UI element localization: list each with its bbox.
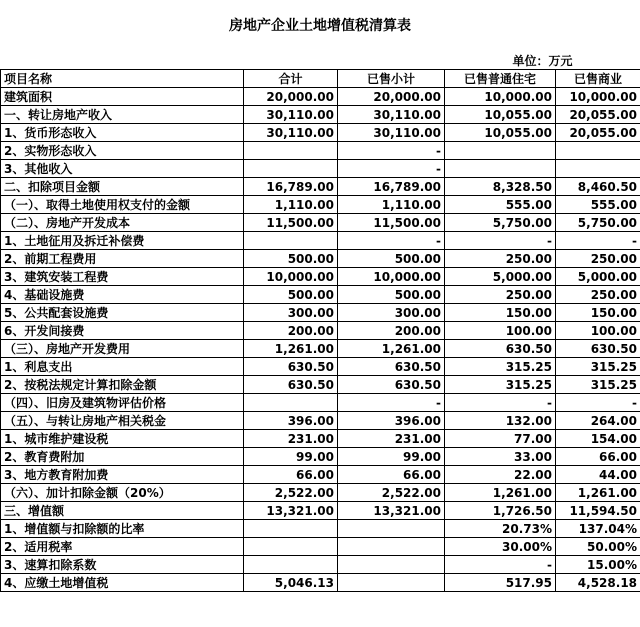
sold-subtotal-cell: 1,110.00 [338,196,445,214]
total-cell: 630.50 [244,358,338,376]
item-name-cell: 1、货币形态收入 [1,124,244,142]
sold-residential-cell: 315.25 [445,376,556,394]
sold-residential-cell: - [445,556,556,574]
total-cell: 10,000.00 [244,268,338,286]
sold-commercial-cell: 630.50 [556,340,640,358]
sold-residential-cell: 630.50 [445,340,556,358]
sold-commercial-cell: 50.00% [556,538,640,556]
sold-residential-cell: 10,055.00 [445,106,556,124]
unit-label: 单位：万元 [445,52,640,70]
sold-residential-cell: 77.00 [445,430,556,448]
total-cell: 500.00 [244,250,338,268]
item-name-cell: （四）、旧房及建筑物评估价格 [1,394,244,412]
sold-commercial-cell: 555.00 [556,196,640,214]
item-name-cell: 4、应缴土地增值税 [1,574,244,592]
sold-commercial-cell: 66.00 [556,448,640,466]
sold-residential-cell [445,142,556,160]
sold-commercial-cell: - [556,232,640,250]
sold-residential-cell: - [445,232,556,250]
total-cell: 500.00 [244,286,338,304]
header-total: 合计 [244,70,338,88]
table-row [1,412,640,430]
table-row [1,88,640,106]
item-name-cell: 3、建筑安装工程费 [1,268,244,286]
table-row [1,574,640,592]
sold-subtotal-cell: - [338,160,445,178]
table-row [1,484,640,502]
table-row [1,358,640,376]
sold-subtotal-cell: 500.00 [338,286,445,304]
header-sold-residential: 已售普通住宅 [445,70,556,88]
sold-commercial-cell: 5,750.00 [556,214,640,232]
sold-subtotal-cell: - [338,142,445,160]
sold-commercial-cell [556,142,640,160]
sold-residential-cell: 100.00 [445,322,556,340]
table-row [1,430,640,448]
sold-commercial-cell: 11,594.50 [556,502,640,520]
sold-residential-cell: 20.73% [445,520,556,538]
total-cell: 99.00 [244,448,338,466]
item-name-cell: 一、转让房地产收入 [1,106,244,124]
settlement-table [0,52,640,592]
sold-residential-cell: 30.00% [445,538,556,556]
sold-commercial-cell: 137.04% [556,520,640,538]
sold-residential-cell: 8,328.50 [445,178,556,196]
sold-subtotal-cell [338,520,445,538]
sold-residential-cell: 250.00 [445,286,556,304]
sold-subtotal-cell: 99.00 [338,448,445,466]
total-cell [244,520,338,538]
item-name-cell: 1、利息支出 [1,358,244,376]
table-row [1,340,640,358]
table-row [1,196,640,214]
sold-commercial-cell: 44.00 [556,466,640,484]
sold-subtotal-cell [338,538,445,556]
item-name-cell: 3、地方教育附加费 [1,466,244,484]
total-cell: 200.00 [244,322,338,340]
sold-residential-cell: 10,055.00 [445,124,556,142]
sold-subtotal-cell: - [338,394,445,412]
sold-commercial-cell: 20,055.00 [556,106,640,124]
item-name-cell: 1、城市维护建设税 [1,430,244,448]
item-name-cell: 3、速算扣除系数 [1,556,244,574]
item-name-cell: （五）、与转让房地产相关税金 [1,412,244,430]
table-row [1,322,640,340]
sold-subtotal-cell: 200.00 [338,322,445,340]
sold-commercial-cell: 1,261.00 [556,484,640,502]
sold-residential-cell: 5,000.00 [445,268,556,286]
header-sold-subtotal: 已售小计 [338,70,445,88]
table-row [1,232,640,250]
sold-subtotal-cell: - [338,232,445,250]
item-name-cell: 1、土地征用及拆迁补偿费 [1,232,244,250]
sold-subtotal-cell: 66.00 [338,466,445,484]
table-row [1,142,640,160]
total-cell: 630.50 [244,376,338,394]
sold-residential-cell: 33.00 [445,448,556,466]
total-cell: 5,046.13 [244,574,338,592]
sold-commercial-cell: 4,528.18 [556,574,640,592]
total-cell: 300.00 [244,304,338,322]
total-cell: 396.00 [244,412,338,430]
item-name-cell: 2、按税法规定计算扣除金额 [1,376,244,394]
table-row [1,448,640,466]
item-name-cell: （一）、取得土地使用权支付的金额 [1,196,244,214]
item-name-cell: 二、扣除项目金额 [1,178,244,196]
sold-commercial-cell: 315.25 [556,358,640,376]
sold-residential-cell [445,160,556,178]
header-item-name: 项目名称 [1,70,244,88]
table-row [1,268,640,286]
table-row [1,556,640,574]
sold-residential-cell: 150.00 [445,304,556,322]
sold-commercial-cell [556,160,640,178]
table-row [1,286,640,304]
sold-commercial-cell: 5,000.00 [556,268,640,286]
total-cell: 30,110.00 [244,124,338,142]
sold-residential-cell: 315.25 [445,358,556,376]
table-row [1,124,640,142]
total-cell: 1,110.00 [244,196,338,214]
item-name-cell: 2、适用税率 [1,538,244,556]
item-name-cell: 三、增值额 [1,502,244,520]
total-cell: 1,261.00 [244,340,338,358]
sold-subtotal-cell: 1,261.00 [338,340,445,358]
sold-commercial-cell: 10,000.00 [556,88,640,106]
table-row [1,178,640,196]
item-name-cell: 6、开发间接费 [1,322,244,340]
sold-subtotal-cell: 30,110.00 [338,106,445,124]
table-row [1,304,640,322]
sold-commercial-cell: 8,460.50 [556,178,640,196]
sold-subtotal-cell: 2,522.00 [338,484,445,502]
sold-subtotal-cell: 13,321.00 [338,502,445,520]
table-row [1,520,640,538]
item-name-cell: 2、教育费附加 [1,448,244,466]
sold-subtotal-cell: 500.00 [338,250,445,268]
total-cell: 13,321.00 [244,502,338,520]
sold-residential-cell: 1,261.00 [445,484,556,502]
table-row [1,106,640,124]
header-sold-commercial: 已售商业 [556,70,640,88]
sold-commercial-cell: 154.00 [556,430,640,448]
sold-residential-cell: 22.00 [445,466,556,484]
total-cell: 20,000.00 [244,88,338,106]
table-row [1,394,640,412]
item-name-cell: （二）、房地产开发成本 [1,214,244,232]
total-cell [244,142,338,160]
sold-subtotal-cell: 231.00 [338,430,445,448]
total-cell [244,556,338,574]
sold-subtotal-cell: 630.50 [338,376,445,394]
table-row [1,250,640,268]
total-cell [244,160,338,178]
item-name-cell: 建筑面积 [1,88,244,106]
sold-residential-cell: 1,726.50 [445,502,556,520]
unit-row [1,52,640,70]
sold-residential-cell: 10,000.00 [445,88,556,106]
item-name-cell: 5、公共配套设施费 [1,304,244,322]
sold-commercial-cell: 150.00 [556,304,640,322]
sold-subtotal-cell: 10,000.00 [338,268,445,286]
sold-residential-cell: 5,750.00 [445,214,556,232]
sold-subtotal-cell: 396.00 [338,412,445,430]
sold-commercial-cell: 250.00 [556,286,640,304]
sold-residential-cell: 132.00 [445,412,556,430]
total-cell [244,538,338,556]
item-name-cell: （六）、加计扣除金额（20%） [1,484,244,502]
total-cell: 30,110.00 [244,106,338,124]
sold-commercial-cell: 15.00% [556,556,640,574]
sold-subtotal-cell: 30,110.00 [338,124,445,142]
sold-residential-cell: 555.00 [445,196,556,214]
total-cell: 231.00 [244,430,338,448]
sold-commercial-cell: 100.00 [556,322,640,340]
header-row [1,70,640,88]
sold-commercial-cell: - [556,394,640,412]
item-name-cell: （三）、房地产开发费用 [1,340,244,358]
sold-commercial-cell: 264.00 [556,412,640,430]
total-cell: 11,500.00 [244,214,338,232]
total-cell [244,394,338,412]
sold-residential-cell: 250.00 [445,250,556,268]
total-cell: 2,522.00 [244,484,338,502]
sold-subtotal-cell [338,556,445,574]
total-cell [244,232,338,250]
sold-residential-cell: 517.95 [445,574,556,592]
page-title: 房地产企业土地增值税清算表 [229,18,411,34]
sold-subtotal-cell [338,574,445,592]
table-row [1,502,640,520]
sold-subtotal-cell: 300.00 [338,304,445,322]
item-name-cell: 2、实物形态收入 [1,142,244,160]
item-name-cell: 3、其他收入 [1,160,244,178]
table-row [1,214,640,232]
item-name-cell: 2、前期工程费用 [1,250,244,268]
sold-commercial-cell: 20,055.00 [556,124,640,142]
table-row [1,538,640,556]
sold-commercial-cell: 250.00 [556,250,640,268]
table-row [1,466,640,484]
table-row [1,376,640,394]
sold-residential-cell: - [445,394,556,412]
item-name-cell: 1、增值额与扣除额的比率 [1,520,244,538]
sold-subtotal-cell: 630.50 [338,358,445,376]
sold-subtotal-cell: 11,500.00 [338,214,445,232]
total-cell: 16,789.00 [244,178,338,196]
table-row [1,160,640,178]
sold-commercial-cell: 315.25 [556,376,640,394]
sold-subtotal-cell: 16,789.00 [338,178,445,196]
sold-subtotal-cell: 20,000.00 [338,88,445,106]
item-name-cell: 4、基础设施费 [1,286,244,304]
total-cell: 66.00 [244,466,338,484]
